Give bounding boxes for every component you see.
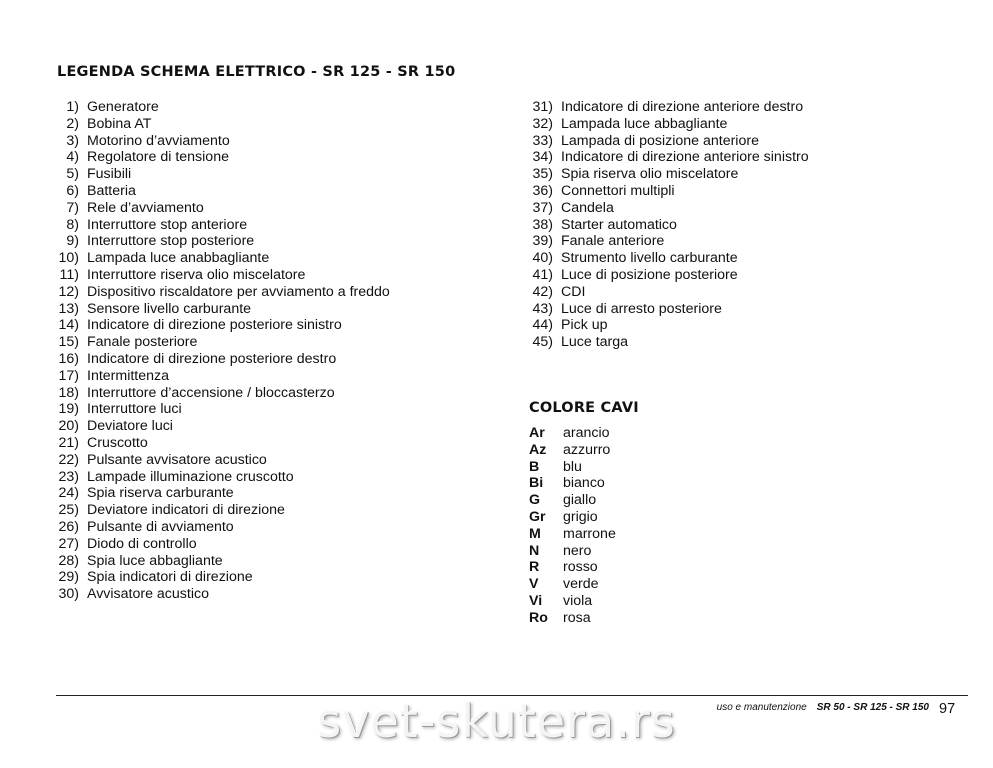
legend-item-number: 11)	[59, 266, 79, 283]
wire-color-code: Bi	[529, 475, 544, 492]
legend-item-number: 44)	[532, 317, 553, 334]
legend-item	[52, 233, 390, 250]
legend-item	[52, 351, 390, 368]
legend-item-number: 19)	[58, 401, 79, 418]
legend-item-number: 36)	[532, 182, 553, 199]
legend-item	[52, 418, 390, 435]
wire-color-name: giallo	[563, 492, 597, 509]
wire-color-code: G	[529, 492, 541, 509]
legend-item-number: 16)	[58, 350, 79, 367]
legend-item-text: Deviatore luci	[87, 418, 173, 435]
wire-color-name: viola	[563, 592, 593, 609]
legend-item-text: Pick up	[561, 317, 608, 334]
wire-color-name: bianco	[563, 475, 605, 492]
legend-item-number: 14)	[58, 317, 79, 334]
legend-item	[52, 469, 390, 486]
wire-color-item	[529, 610, 616, 627]
legend-item-number: 10)	[58, 250, 79, 267]
legend-item	[52, 334, 390, 351]
wire-color-item	[529, 526, 616, 543]
legend-item	[52, 166, 390, 183]
wire-color-item	[529, 442, 616, 459]
legend-item-number: 27)	[58, 535, 79, 552]
legend-item	[522, 301, 809, 318]
legend-item	[522, 317, 809, 334]
legend-item-text: Lampada luce anabbagliante	[87, 250, 270, 267]
legend-item-text: Indicatore di direzione anteriore sinistro	[561, 149, 809, 166]
legend-item	[52, 485, 390, 502]
legend-item-number: 7)	[66, 199, 79, 216]
legend-item-text: Spia luce abbagliante	[87, 552, 223, 569]
legend-item-number: 4)	[66, 149, 79, 166]
legend-item-number: 13)	[58, 300, 79, 317]
legend-item-number: 31)	[532, 99, 553, 115]
legend-item-text: Indicatore di direzione anteriore destro	[561, 99, 804, 115]
wire-color-name: verde	[563, 576, 599, 593]
legend-item-text: Interruttore d’accensione / bloccasterzo	[87, 384, 335, 401]
legend-item-number: 3)	[66, 132, 79, 149]
wire-color-name: blu	[563, 458, 582, 475]
footer-section: uso e manutenzione	[716, 702, 807, 713]
legend-item-number: 18)	[58, 384, 79, 401]
legend-item-text: Luce di arresto posteriore	[561, 300, 722, 317]
wire-color-item	[529, 425, 616, 442]
legend-item	[52, 368, 390, 385]
legend-item-text: Spia indicatori di direzione	[87, 569, 253, 586]
wire-color-item	[529, 576, 616, 593]
legend-list-left	[52, 99, 390, 603]
colors-title: COLORE CAVI	[529, 400, 639, 416]
wire-color-item	[529, 593, 616, 610]
legend-item-number: 41)	[532, 266, 553, 283]
legend-item-text: Pulsante avvisatore acustico	[87, 451, 267, 468]
legend-item	[52, 536, 390, 553]
wire-colors-list	[529, 425, 616, 627]
legend-item-number: 2)	[66, 115, 79, 132]
legend-item-text: Deviatore indicatori di direzione	[87, 502, 285, 519]
legend-item-number: 30)	[58, 586, 79, 603]
legend-item	[522, 284, 809, 301]
wire-color-item	[529, 559, 616, 576]
legend-item-text: Spia riserva olio miscelatore	[561, 166, 739, 183]
legend-item-number: 5)	[66, 166, 79, 183]
legend-item-number: 20)	[58, 418, 79, 435]
legend-item-number: 22)	[58, 451, 79, 468]
wire-color-item	[529, 475, 616, 492]
legend-item-text: Interruttore luci	[87, 401, 182, 418]
legend-item	[52, 385, 390, 402]
legend-item-text: Bobina AT	[87, 115, 152, 132]
wire-color-name: marrone	[563, 525, 616, 542]
legend-item	[52, 200, 390, 217]
legend-item-text: Starter automatico	[561, 216, 677, 233]
wire-color-item	[529, 543, 616, 560]
page-title: LEGENDA SCHEMA ELETTRICO - SR 125 - SR 150	[57, 64, 456, 80]
legend-item	[522, 166, 809, 183]
legend-item	[52, 267, 390, 284]
legend-item-text: Indicatore di direzione posteriore destro	[87, 350, 337, 367]
legend-item-number: 39)	[532, 233, 553, 250]
legend-item-text: Rele d’avviamento	[87, 199, 204, 216]
legend-item-number: 33)	[532, 132, 553, 149]
wire-color-code: V	[529, 576, 539, 593]
wire-color-code: Vi	[529, 592, 543, 609]
legend-item-number: 24)	[58, 485, 79, 502]
legend-item-text: Diodo di controllo	[87, 535, 197, 552]
wire-color-item	[529, 509, 616, 526]
legend-item-number: 21)	[58, 434, 79, 451]
legend-item-number: 38)	[532, 216, 553, 233]
wire-color-name: nero	[563, 542, 592, 559]
legend-item	[522, 250, 809, 267]
legend-item-text: Fusibili	[87, 166, 132, 183]
legend-item-number: 15)	[58, 334, 79, 351]
legend-item-number: 35)	[532, 166, 553, 183]
legend-item	[522, 149, 809, 166]
legend-item	[52, 569, 390, 586]
legend-item-text: CDI	[561, 283, 586, 300]
legend-item	[52, 217, 390, 234]
legend-item-number: 25)	[58, 502, 79, 519]
legend-item-number: 12)	[58, 283, 79, 300]
page-number: 97	[939, 701, 956, 717]
wire-color-code: Gr	[529, 508, 546, 525]
wire-color-code: Az	[529, 441, 547, 458]
legend-item-text: Fanale posteriore	[87, 334, 198, 351]
wire-color-code: B	[529, 458, 540, 475]
legend-item-text: Pulsante di avviamento	[87, 518, 234, 535]
legend-item-number: 45)	[532, 334, 553, 351]
legend-item-text: Spia riserva carburante	[87, 485, 234, 502]
legend-item	[522, 200, 809, 217]
wire-color-name: azzurro	[563, 441, 611, 458]
legend-item	[52, 183, 390, 200]
legend-item-text: Luce di posizione posteriore	[561, 266, 738, 283]
legend-item	[52, 116, 390, 133]
legend-item-number: 26)	[58, 518, 79, 535]
legend-item-text: Lampade illuminazione cruscotto	[87, 468, 294, 485]
legend-item-number: 17)	[58, 367, 79, 384]
wire-color-code: M	[529, 525, 541, 542]
legend-item	[522, 233, 809, 250]
legend-item-text: Connettori multipli	[561, 182, 675, 199]
legend-item	[522, 334, 809, 351]
legend-item-number: 8)	[66, 216, 79, 233]
legend-item-number: 32)	[532, 115, 553, 132]
legend-item	[52, 452, 390, 469]
wire-color-item	[529, 492, 616, 509]
legend-item	[52, 250, 390, 267]
legend-item-text: Dispositivo riscaldatore per avviamento a freddo	[87, 283, 390, 300]
legend-item-number: 29)	[58, 569, 79, 586]
legend-item-number: 9)	[66, 233, 79, 250]
legend-item-text: Batteria	[87, 182, 136, 199]
legend-item	[522, 267, 809, 284]
legend-item	[522, 217, 809, 234]
legend-item-number: 37)	[532, 199, 553, 216]
legend-item	[52, 149, 390, 166]
legend-item	[52, 317, 390, 334]
legend-item-text: Cruscotto	[87, 434, 148, 451]
legend-item-text: Indicatore di direzione posteriore sinistro	[87, 317, 342, 334]
legend-item-text: Avvisatore acustico	[87, 586, 209, 603]
legend-item-text: Regolatore di tensione	[87, 149, 229, 166]
legend-item	[522, 116, 809, 133]
legend-list-right	[522, 99, 809, 351]
legend-item	[52, 519, 390, 536]
wire-color-name: arancio	[563, 425, 610, 441]
legend-item-number: 40)	[532, 250, 553, 267]
legend-item-number: 34)	[532, 149, 553, 166]
legend-item-text: Interruttore riserva olio miscelatore	[87, 266, 306, 283]
legend-item	[52, 99, 390, 116]
wire-color-item	[529, 459, 616, 476]
wire-color-name: rosso	[563, 559, 598, 576]
legend-item-number: 43)	[532, 300, 553, 317]
watermark: svet-skutera.rs	[317, 694, 676, 748]
wire-color-code: N	[529, 542, 540, 559]
wire-color-code: Ro	[529, 609, 548, 626]
legend-item-text: Candela	[561, 199, 614, 216]
legend-item-text: Interruttore stop anteriore	[87, 216, 248, 233]
legend-item-number: 42)	[532, 283, 553, 300]
legend-item-text: Luce targa	[561, 334, 629, 351]
legend-item-text: Lampada di posizione anteriore	[561, 132, 759, 149]
legend-item-number: 6)	[66, 182, 79, 199]
legend-item-text: Lampada luce abbagliante	[561, 115, 728, 132]
legend-item-text: Sensore livello carburante	[87, 300, 252, 317]
legend-item	[52, 401, 390, 418]
legend-item	[52, 133, 390, 150]
legend-item	[52, 435, 390, 452]
legend-item	[52, 553, 390, 570]
legend-item-number: 28)	[58, 552, 79, 569]
legend-item	[522, 133, 809, 150]
legend-item-text: Intermittenza	[87, 367, 170, 384]
legend-item	[52, 284, 390, 301]
legend-item-text: Strumento livello carburante	[561, 250, 738, 267]
legend-item-text: Generatore	[87, 99, 159, 115]
footer-models: SR 50 - SR 125 - SR 150	[816, 702, 929, 713]
legend-item-text: Fanale anteriore	[561, 233, 665, 250]
legend-item-number: 23)	[58, 468, 79, 485]
legend-item	[522, 183, 809, 200]
wire-color-code: Ar	[529, 425, 545, 441]
legend-item-text: Interruttore stop posteriore	[87, 233, 255, 250]
wire-color-name: grigio	[563, 508, 598, 525]
wire-color-code: R	[529, 559, 540, 576]
legend-item	[52, 301, 390, 318]
legend-item	[52, 502, 390, 519]
legend-item-number: 1)	[66, 99, 79, 115]
legend-item-text: Motorino d’avviamento	[87, 132, 230, 149]
legend-item	[52, 586, 390, 603]
wire-color-name: rosa	[563, 609, 591, 626]
legend-item	[522, 99, 809, 116]
